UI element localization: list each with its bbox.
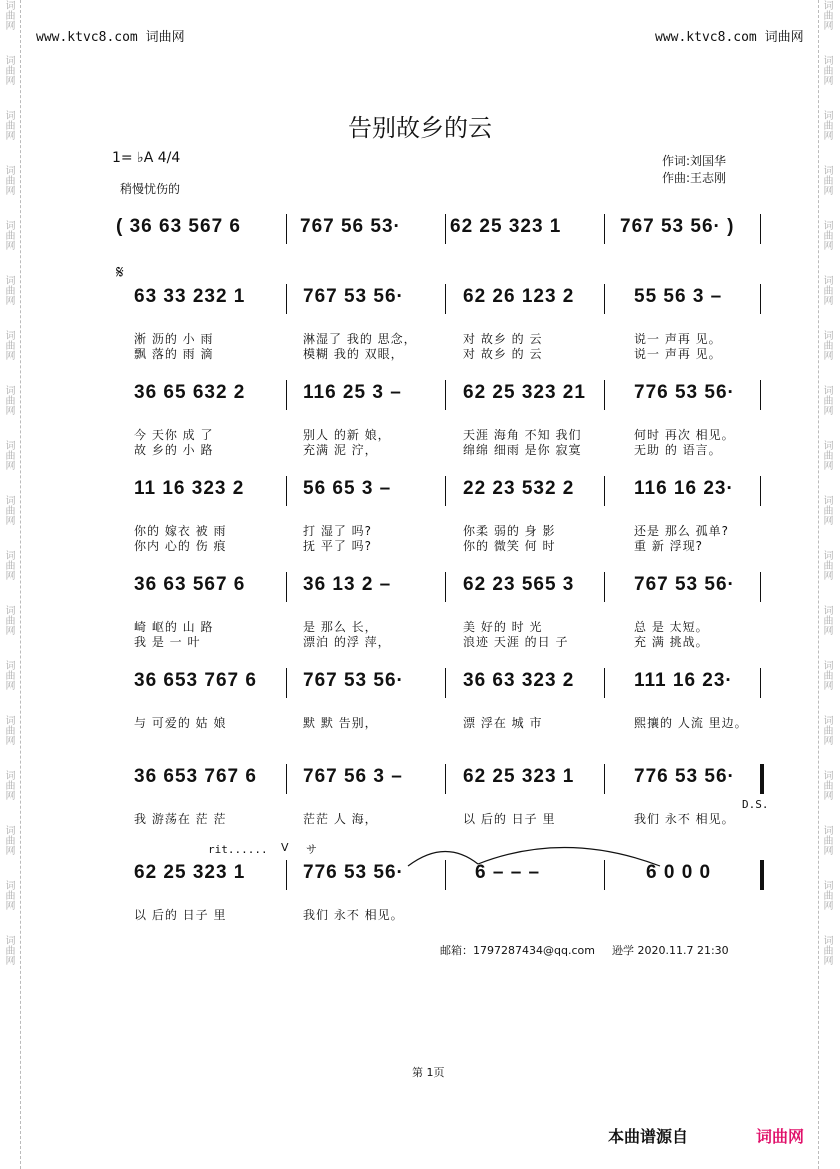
lyric-text: 故 乡的 小 路 (134, 443, 214, 457)
lyric-text: 以 后的 日子 里 (463, 812, 556, 826)
measure-notes: 22 23 532 2 (463, 478, 575, 499)
measure-notes: 62 26 123 2 (463, 286, 575, 307)
measure-notes: 36 63 567 6 (134, 574, 246, 595)
measure-notes: 6 0 0 0 (646, 862, 712, 883)
header-site-right[interactable]: www.ktvc8.com 词曲网 (655, 30, 804, 45)
side-watermark-text: 词曲网 (821, 495, 832, 525)
lyric-text: 说一 声再 见。 (634, 332, 722, 346)
measure-notes: 62 25 323 1 (450, 216, 562, 237)
lyric-text: 默 默 告别， (303, 716, 378, 730)
lyric-text: 今 天你 成 了 (134, 428, 214, 442)
lyric-text: 漂泊 的浮 萍， (303, 635, 391, 649)
side-watermark-text: 词曲网 (821, 715, 832, 745)
fermata-mark: サ (306, 843, 317, 856)
lyric-text: 何时 再次 相见。 (634, 428, 735, 442)
rit-mark: rit...... (208, 843, 268, 856)
lyric-text: 你的 微笑 何 时 (463, 539, 556, 553)
side-watermark-text: 词曲网 (821, 770, 832, 800)
lyric-text: 总 是 太短。 (634, 620, 709, 634)
lyric-text: 天涯 海角 不知 我们 (463, 428, 582, 442)
lyric-text: 你的 嫁衣 被 雨 (134, 524, 227, 538)
side-watermark-text: 词曲网 (3, 330, 14, 360)
side-watermark-text: 词曲网 (3, 220, 14, 250)
measure-notes: 36 653 767 6 (134, 766, 257, 787)
lyric-text: 对 故乡 的 云 (463, 332, 543, 346)
song-title: 告别故乡的云 (348, 114, 492, 142)
measure-notes: 116 25 3 – (303, 382, 402, 403)
lyric-text: 茫茫 人 海， (303, 812, 378, 826)
lyric-text: 打 湿了 吗? (303, 524, 372, 538)
measure-notes: 767 53 56· (303, 286, 404, 307)
measure-notes: 767 53 56· (634, 574, 735, 595)
measure-notes: 767 53 56· ) (620, 216, 735, 237)
measure-notes: 36 13 2 – (303, 574, 392, 595)
measure-notes: 62 25 323 21 (463, 382, 586, 403)
lyric-text: 无助 的 语言。 (634, 443, 722, 457)
side-watermark-text: 词曲网 (3, 55, 14, 85)
lyric-text: 漂 浮在 城 市 (463, 716, 543, 730)
lyric-text: 充 满 挑战。 (634, 635, 709, 649)
side-watermark-text: 词曲网 (3, 165, 14, 195)
source-site-link[interactable]: 词曲网 (756, 1127, 805, 1146)
measure-notes: 36 63 323 2 (463, 670, 575, 691)
lyric-text: 别人 的新 娘， (303, 428, 391, 442)
composer-credit: 作曲:王志刚 (662, 171, 727, 185)
side-watermark-text: 词曲网 (3, 880, 14, 910)
lyric-text: 绵绵 细雨 是你 寂寞 (463, 443, 582, 457)
lyric-text: 重 新 浮现? (634, 539, 703, 553)
measure-notes: 6 – – – (475, 862, 541, 883)
measure-notes: 767 53 56· (303, 670, 404, 691)
lyric-text: 是 那么 长， (303, 620, 378, 634)
measure-notes: 776 53 56· (634, 766, 735, 787)
measure-notes: 776 53 56· (634, 382, 735, 403)
measure-notes: 111 16 23· (634, 670, 733, 691)
lyric-text: 美 好的 时 光 (463, 620, 543, 634)
side-watermark-text: 词曲网 (3, 440, 14, 470)
lyric-text: 与 可爱的 姑 娘 (134, 716, 227, 730)
measure-notes: 62 23 565 3 (463, 574, 575, 595)
lyric-text: 以 后的 日子 里 (134, 908, 227, 922)
lyric-text: 对 故乡 的 云 (463, 347, 543, 361)
measure-notes: 36 65 632 2 (134, 382, 246, 403)
side-watermark-text: 词曲网 (821, 440, 832, 470)
footer-email: 邮箱：1797287434@qq.com (440, 944, 595, 957)
side-watermark-text: 词曲网 (3, 825, 14, 855)
side-watermark-text: 词曲网 (821, 935, 832, 965)
tempo-marking: 稍慢忧伤的 (120, 182, 181, 196)
side-watermark-text: 词曲网 (3, 550, 14, 580)
lyric-text: 充满 泥 泞， (303, 443, 378, 457)
side-watermark-text: 词曲网 (821, 605, 832, 635)
side-watermark-text: 词曲网 (821, 330, 832, 360)
measure-notes: 767 56 3 – (303, 766, 403, 787)
page-number: 第 1页 (412, 1066, 445, 1079)
footer-author-date: 逊学 2020.11.7 21:30 (612, 944, 729, 957)
segno-sign: 𝄋 (116, 262, 124, 283)
side-watermark-text: 词曲网 (821, 0, 832, 30)
side-watermark-text: 词曲网 (3, 0, 14, 30)
side-watermark-text: 词曲网 (821, 165, 832, 195)
lyric-text: 浪迹 天涯 的日 子 (463, 635, 569, 649)
measure-notes: 63 33 232 1 (134, 286, 246, 307)
side-watermark-text: 词曲网 (821, 550, 832, 580)
side-watermark-text: 词曲网 (3, 110, 14, 140)
lyric-text: 熙攘的 人流 里边。 (634, 716, 748, 730)
lyric-text: 淋湿了 我的 思念， (303, 332, 417, 346)
measure-notes: 776 53 56· (303, 862, 404, 883)
lyric-text: 说一 声再 见。 (634, 347, 722, 361)
side-watermark-text: 词曲网 (821, 55, 832, 85)
ds-mark: D.S. (742, 798, 769, 811)
side-watermark-text: 词曲网 (821, 660, 832, 690)
lyric-text: 飘 落的 雨 滴 (134, 347, 214, 361)
lyric-text: 我 是 一 叶 (134, 635, 201, 649)
side-watermark-text: 词曲网 (821, 220, 832, 250)
lyric-text: 还是 那么 孤单? (634, 524, 729, 538)
side-watermark-text: 词曲网 (3, 385, 14, 415)
side-watermark-text: 词曲网 (821, 880, 832, 910)
lyric-text: 你柔 弱的 身 影 (463, 524, 556, 538)
lyric-text: 我们 永不 相见。 (303, 908, 404, 922)
measure-notes: 767 56 53· (300, 216, 401, 237)
lyric-text: 淅 沥的 小 雨 (134, 332, 214, 346)
side-watermark-text: 词曲网 (3, 935, 14, 965)
breath-mark: V (281, 841, 289, 854)
measure-notes: 62 25 323 1 (463, 766, 575, 787)
side-watermark-text: 词曲网 (821, 825, 832, 855)
side-watermark-text: 词曲网 (3, 605, 14, 635)
lyric-text: 我 游荡在 茫 茫 (134, 812, 227, 826)
side-watermark-text: 词曲网 (3, 275, 14, 305)
lyric-text: 我们 永不 相见。 (634, 812, 735, 826)
header-site-left[interactable]: www.ktvc8.com 词曲网 (36, 30, 185, 45)
side-watermark-text: 词曲网 (821, 275, 832, 305)
lyric-text: 你内 心的 伤 痕 (134, 539, 227, 553)
measure-notes: 116 16 23· (634, 478, 734, 499)
side-watermark-text: 词曲网 (821, 110, 832, 140)
side-watermark-text: 词曲网 (3, 495, 14, 525)
measure-notes: 56 65 3 – (303, 478, 392, 499)
measure-notes: ( 36 63 567 6 (116, 216, 241, 237)
side-watermark-text: 词曲网 (3, 660, 14, 690)
side-watermark-text: 词曲网 (3, 770, 14, 800)
lyricist-credit: 作词:刘国华 (662, 154, 727, 168)
measure-notes: 11 16 323 2 (134, 478, 245, 499)
measure-notes: 62 25 323 1 (134, 862, 246, 883)
side-watermark-text: 词曲网 (821, 385, 832, 415)
lyric-text: 抚 平了 吗? (303, 539, 372, 553)
source-label: 本曲谱源自 (608, 1127, 689, 1146)
key-signature: 1= ♭A 4/4 (112, 150, 181, 166)
measure-notes: 36 653 767 6 (134, 670, 257, 691)
lyric-text: 模糊 我的 双眼， (303, 347, 404, 361)
side-watermark-text: 词曲网 (3, 715, 14, 745)
measure-notes: 55 56 3 – (634, 286, 723, 307)
lyric-text: 崎 岖的 山 路 (134, 620, 214, 634)
